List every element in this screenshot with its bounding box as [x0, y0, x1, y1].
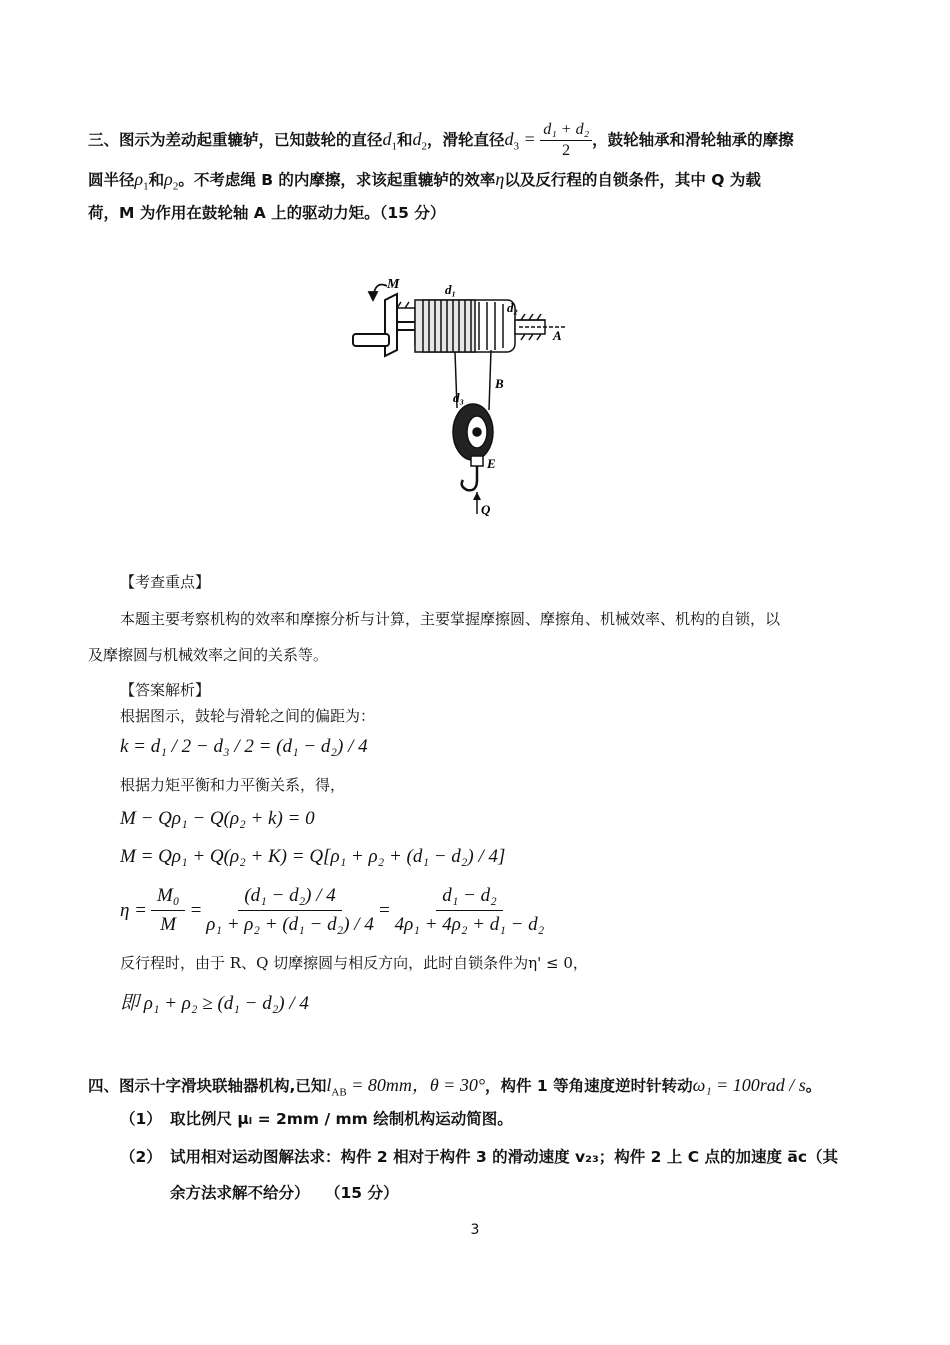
- answer-line-3: 反行程时，由于 R、Q 切摩擦圆与相反方向，此时自锁条件为η' ≤ 0，: [120, 954, 588, 972]
- frac-d3: $\frac{\text{d₁ + d₂}}{2}$: [540, 120, 592, 161]
- math-d3: $d_3$ =: [504, 129, 541, 153]
- math-omega: ω₁ = 100rad / s: [692, 1075, 806, 1095]
- drum: [415, 300, 515, 352]
- label-B: B: [495, 376, 504, 391]
- answer-line-1: 根据图示，鼓轮与滑轮之间的偏距为：: [120, 707, 376, 725]
- q3-suffix: ，鼓轮轴承和滑轮轴承的摩擦: [592, 131, 794, 149]
- focus-text-1: 本题主要考察机构的效率和摩擦分析与计算，主要掌握摩擦圆、摩擦角、机械效率、机构的自锁，以: [120, 610, 781, 628]
- crank-handle: [353, 294, 425, 356]
- q4-item-1: [120, 1102, 860, 1136]
- q4-item2-text: 试用相对运动图解法求：构件 2 相对于构件 3 的滑动速度 v₂₃；构件 2 上 C 点的加速度 a̅c（其: [170, 1148, 839, 1166]
- q4-item-2-cont: 余方法求解不给分） （15 分）: [170, 1184, 399, 1202]
- label-Q: Q: [481, 502, 491, 517]
- focus-text-2: 及摩擦圆与机械效率之间的关系等。: [88, 646, 329, 664]
- q4-line1b: ，构件 1 等角速度逆时针转动: [485, 1077, 693, 1095]
- equation-3: M = Qρ₁ + Q(ρ₂ + K) = Q[ρ₁ + ρ₂ + (d₁ − d₂) / 4]: [120, 846, 506, 867]
- q3-line2a: 圆半径: [88, 171, 135, 189]
- eq4-frac-2: $\frac{\text{(d₁ − d₂) / 4}}{\text{ρ₁ + ρ₂ + (d₁ − d₂) / 4}}$: [206, 882, 374, 939]
- q3-and1: 和: [397, 131, 413, 149]
- math-rho1: $\rho_1$: [134, 169, 149, 193]
- math-eta: η: [495, 169, 505, 189]
- eq4-frac-1: $\frac{\text{M₀}}{M}$: [151, 882, 185, 939]
- answer-line-2: 根据力矩平衡和力平衡关系，得，: [120, 776, 346, 794]
- label-d3: d₃: [453, 390, 465, 405]
- q3-line1: [88, 120, 868, 164]
- q4-item-2: [120, 1140, 860, 1174]
- label-d1: d₁: [445, 282, 457, 297]
- q3-mid: ，滑轮直径: [427, 131, 505, 149]
- math-d2: $d_2$: [412, 129, 428, 153]
- label-d2: d₂: [507, 300, 519, 315]
- q3-and2: 和: [148, 171, 165, 189]
- q4-end: 。: [805, 1077, 822, 1095]
- equation-1: k = d₁ / 2 − d₃ / 2 = (d₁ − d₂) / 4: [120, 736, 368, 757]
- hook: [462, 466, 481, 514]
- q4-item1-text: 取比例尺 μₗ = 2mm / mm 绘制机构运动简图。: [170, 1110, 513, 1128]
- q4-item1-label: （1）: [120, 1110, 162, 1128]
- q3-line2b: 。不考虑绳 B 的内摩擦，求该起重辘轳的效率: [178, 171, 496, 189]
- eq4-sign-2: =: [377, 899, 391, 921]
- equation-4: [120, 882, 548, 939]
- eq4-lhs: η =: [120, 899, 147, 921]
- q4-line1a: 四、图示十字滑块联轴器机构,已知: [88, 1077, 327, 1095]
- label-M: M: [387, 277, 400, 292]
- math-lab: $l_{AB} = 80mm$: [326, 1075, 412, 1099]
- math-theta: ，θ = 30°: [411, 1075, 486, 1095]
- q3-line3: 荷，M 为作用在鼓轮轴 A 上的驱动力矩。（15 分）: [88, 204, 446, 222]
- q4-item2-label: （2）: [120, 1148, 162, 1166]
- page-number: 3: [470, 1222, 480, 1238]
- moment-arrow: [369, 285, 387, 301]
- math-d1: $d_1$: [382, 129, 398, 153]
- eq4-frac-3: $\frac{\text{d₁ − d₂}}{\text{4ρ₁ + 4ρ₂ + d₁ − d₂}}$: [395, 882, 545, 939]
- hoist-diagram: [345, 270, 575, 520]
- math-rho2: $\rho_2$: [164, 169, 179, 193]
- focus-heading: 【考查重点】: [120, 573, 211, 591]
- eq4-sign-1: =: [189, 899, 203, 921]
- q3-line2c: 以及反行程的自锁条件，其中 Q 为载: [504, 171, 761, 189]
- q3-prefix: 三、图示为差动起重辘轳，已知鼓轮的直径: [88, 131, 383, 149]
- label-E: E: [487, 456, 496, 471]
- answer-heading: 【答案解析】: [120, 681, 211, 699]
- equation-2: M − Qρ₁ − Q(ρ₂ + k) = 0: [120, 808, 315, 829]
- equation-5: 即 ρ₁ + ρ₂ ≥ (d₁ − d₂) / 4: [120, 993, 309, 1014]
- label-A: A: [553, 328, 562, 343]
